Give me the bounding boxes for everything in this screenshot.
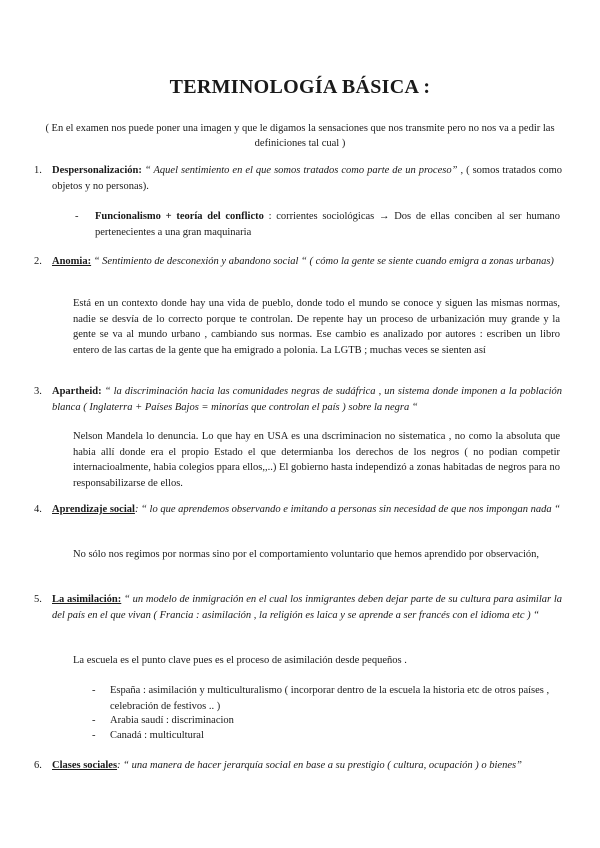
explanation-paragraph: Nelson Mandela lo denuncia. Lo que hay en USA es una dscriminacion no sistematica , no como la absoluta que habia allí donde era el propio Estado el que determianba los derechos de los negros ( no podian competir internacioalmente, habia colegios ppara ellos,,..) El gobierno hasta independizó a zonas habitadas de negros para no responsabilizarse de ellos. (73, 431, 560, 489)
right-arrow-icon: → (378, 211, 390, 222)
definition: “ Sentimiento de desconexión y abandono social “ ( cómo la gente se siente cuando emigra a zonas urbanas) (93, 256, 554, 267)
item-number: 5. (34, 594, 42, 605)
definition: “ Aquel sentimiento en el que somos tratados como parte de un proceso” (144, 165, 458, 176)
term: Clases sociales (52, 760, 118, 771)
sub-text: : corrientes sociológicas (268, 211, 375, 222)
term: Anomia: (52, 256, 92, 267)
list-item: España : asimilación y multiculturalismo ( incorporar dentro de la escuela la historia etc de otros países , celebración de festivos .. ) (110, 685, 550, 712)
item-text (52, 163, 562, 194)
bullet-dash: - (92, 715, 96, 726)
item-text (52, 502, 562, 518)
page-title: TERMINOLOGÍA BÁSICA : (169, 76, 431, 98)
list-item: Canadá : multicultural (110, 730, 204, 741)
term: Apartheid: (52, 386, 102, 397)
sub-bullet-dash: - (75, 211, 79, 222)
explanation-paragraph: La escuela es el punto clave pues es el proceso de asimilación desde pequeños . (73, 655, 407, 666)
definition: “ un modelo de inmigración en el cual los inmigrantes deben dejar parte de su cultura para asimilar la del país en el que vivan ( Francia : asimilación , la religión es laica y se aprende a ser francés con el idioma etc ) “ (52, 594, 563, 621)
definition: “ la discriminación hacia las comunidades negras de sudáfrica , un sistema donde imponen a la población blanca ( Inglaterra + Países Bajos = minorías que controlan el país ) sobre la negra “ (52, 386, 563, 413)
item-number: 3. (34, 386, 42, 397)
definition: : “ una manera de hacer jerarquía social en base a su prestigio ( cultura, ocupación ) o bienes” (117, 760, 522, 771)
note: , ( somos tratados como objetos y no personas). (52, 165, 562, 192)
item-text (52, 384, 562, 415)
explanation-paragraph: No sólo nos regimos por normas sino por el comportamiento voluntario que hemos aprendido por observación, (73, 549, 539, 560)
item-number: 2. (34, 256, 42, 267)
term: La asimilación: (52, 594, 122, 605)
sub-term: Funcionalismo + teoría del conflicto (95, 211, 264, 222)
item-number: 6. (34, 760, 42, 771)
item-text (52, 758, 562, 774)
item-number: 1. (34, 165, 42, 176)
term: Aprendizaje social (52, 504, 135, 515)
list-item: Arabia saudí : discriminacion (110, 715, 234, 726)
item-number: 4. (34, 504, 42, 515)
item-text (52, 254, 562, 270)
bullet-dash: - (92, 685, 96, 696)
bullet-dash: - (92, 730, 96, 741)
intro-note: ( En el examen nos puede poner una imagen y que le digamos la sensaciones que nos transmite pero no nos va a pedir las definiciones tal cual ) (45, 123, 555, 149)
sub-item (95, 209, 560, 240)
sub-text-continued: Dos de ellas conciben al ser humano pertenecientes a una gran maquinaria (95, 211, 561, 238)
definition: : “ lo que aprendemos observando e imitando a personas sin necesidad de que nos impongan nada “ (134, 504, 561, 515)
item-text (52, 592, 562, 623)
term: Despersonalización: (52, 165, 142, 176)
explanation-paragraph: Está en un contexto donde hay una vida de pueblo, donde todo el mundo se conoce y siguen las mismas normas, nadie se desvía de lo correcto porque te controlan. De repente hay un proceso de urbanización muy grande y la gente se va al mundo urbano , cambiando sus normas. Ese cambio es analizado por autores : escriben un libro entero de las cartas de la gente que ha emigrado a polonia. La LGTB ; muchas veces se sienten así (73, 298, 560, 356)
